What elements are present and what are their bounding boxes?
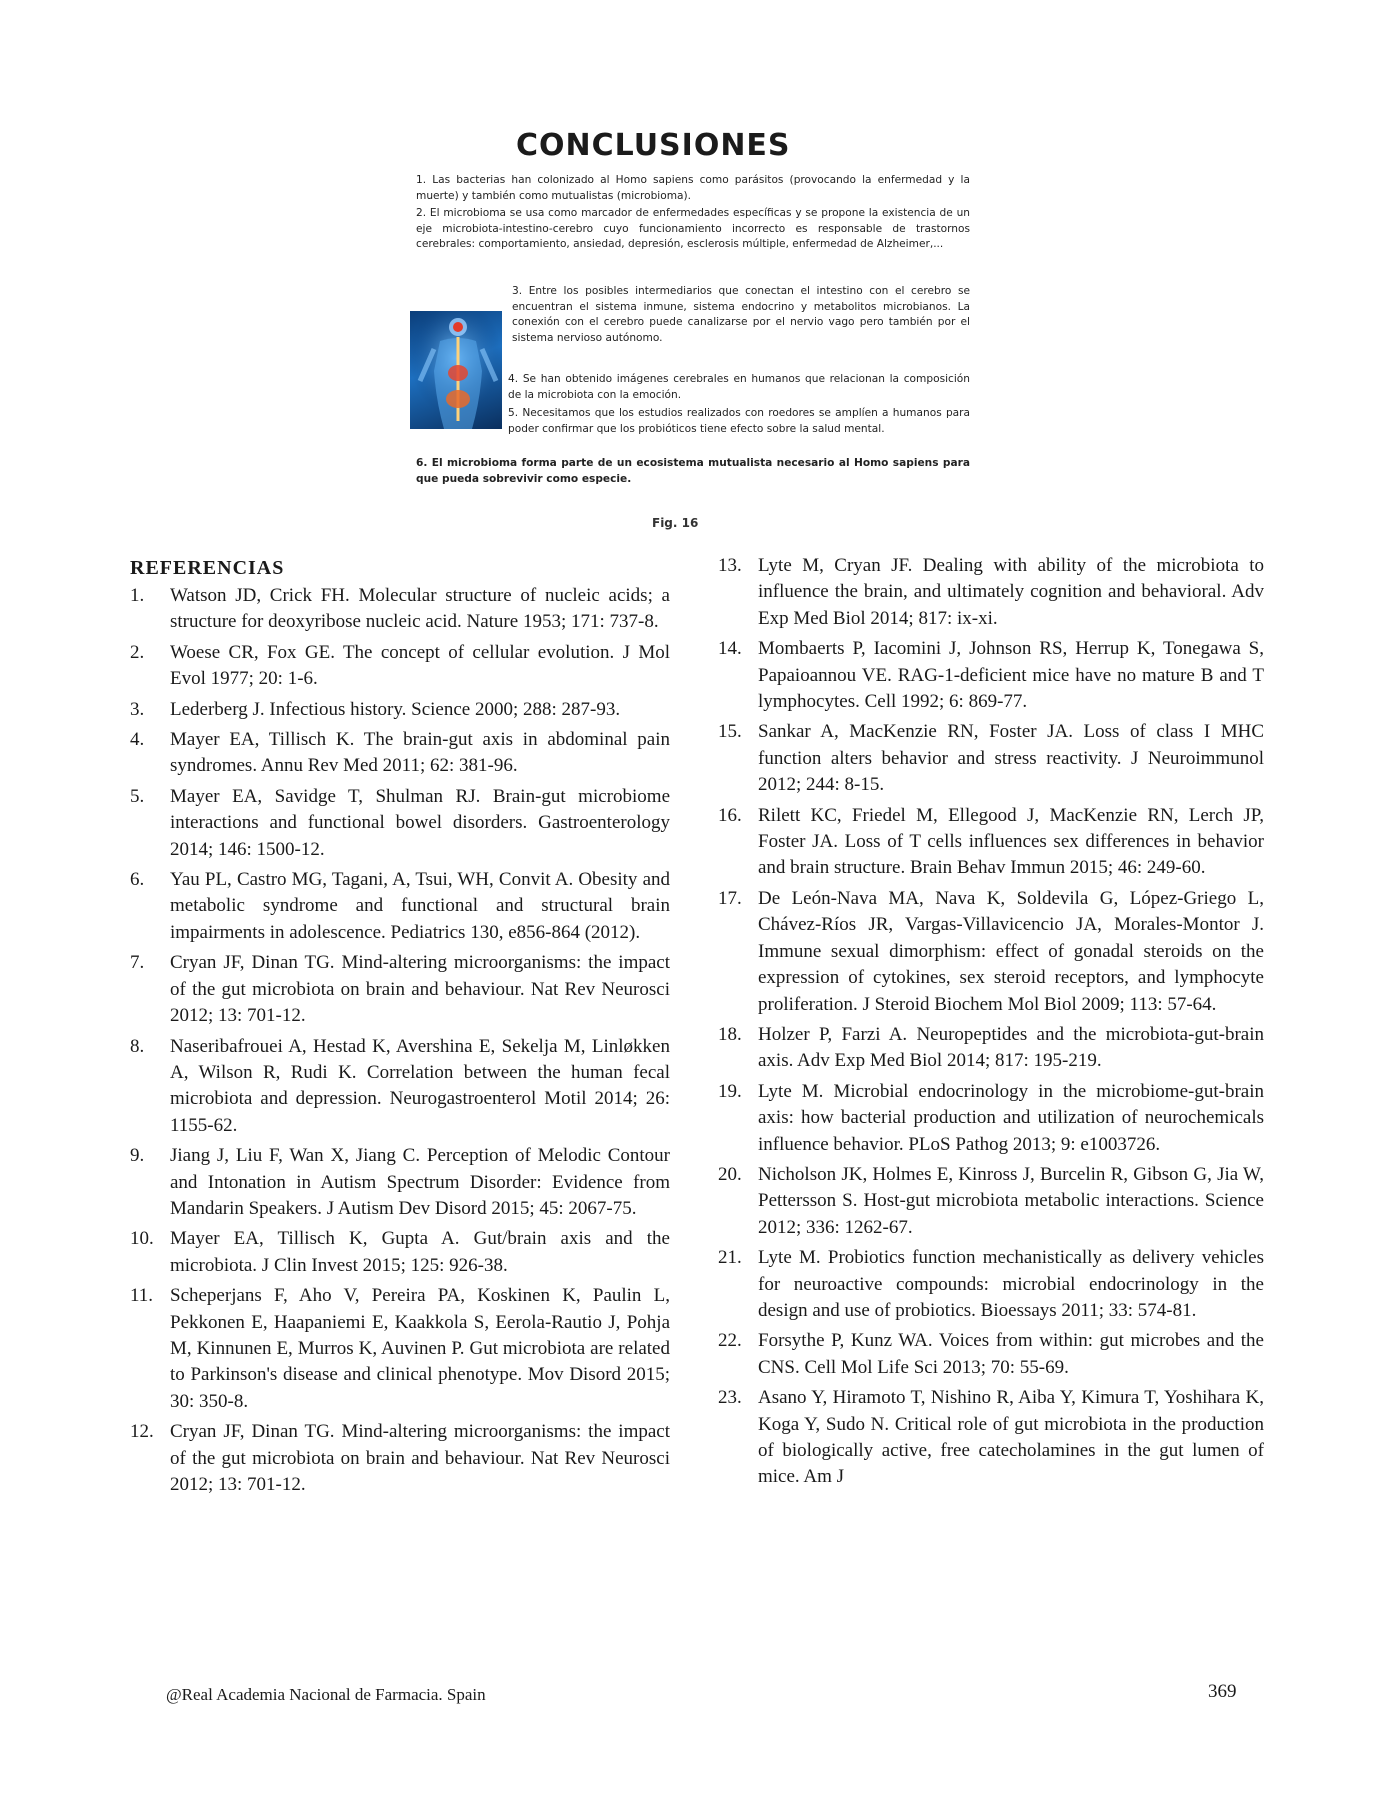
reference-item: 11. Scheperjans F, Aho V, Pereira PA, Koskinen K, Paulin L, Pekkonen E, Haapaniemi E, Kaakkola S, Eerola-Rautio J, Pohja M, Kinnunen E, Murros K, Auvinen P. Gut microbiota are related to Parkinson's disease and clinical phenotype. Mov Disord 2015; 30: 350-8. [130,1285,670,1412]
conclusions-figure [410,128,970,508]
references-left-column [130,583,670,1502]
reference-item: 19. Lyte M. Microbial endocrinology in the microbiome-gut-brain axis: how bacterial production and utilization of neurochemicals influence behavior. PLoS Pathog 2013; 9: e1003726. [718,1080,1264,1155]
publisher-footer: @Real Academia Nacional de Farmacia. Spain [166,1685,486,1704]
reference-item: 6. Yau PL, Castro MG, Tagani, A, Tsui, WH, Convit A. Obesity and metabolic syndrome and functional and structural brain impairments in adolescence. Pediatrics 130, e856-864 (2012). [130,869,670,943]
conclusion-item-2: 2. El microbioma se usa como marcador de enfermedades específicas y se propone la existencia de un eje microbiota-intestino-cerebro cuyo funcionamiento incorrecto es responsable de trastornos cerebrales: comportamiento, ansiedad, depresión, esclerosis múltiple, enfermedad de Alzheimer,... [416,207,970,251]
human-gut-brain-illustration [410,311,502,429]
conclusion-item-6: 6. El microbioma forma parte de un ecosistema mutualista necesario al Homo sapiens para que pueda sobrevivir como especie. [416,457,970,485]
reference-item: 21. Lyte M. Probiotics function mechanistically as delivery vehicles for neuroactive compounds: microbial endocrinology in the design and use of probiotics. Bioessays 2011; 33: 574-81. [718,1247,1264,1321]
conclusion-item-3: 3. Entre los posibles intermediarios que conectan el intestino con el cerebro se encuentran el sistema inmune, sistema endocrino y metabolitos microbianos. La conexión con el cerebro puede canalizarse por el nervio vago pero también por el sistema nervioso autónomo. [512,285,970,345]
reference-item: 3. Lederberg J. Infectious history. Science 2000; 288: 287-93. [130,698,621,720]
figure-caption: Fig. 16 [652,516,699,530]
reference-item: 13. Lyte M, Cryan JF. Dealing with ability of the microbiota to influence the brain, and ultimately cognition and behavioral. Adv Exp Med Biol 2014; 817: ix-xi. [718,555,1264,629]
conclusion-item-5: 5. Necesitamos que los estudios realizados con roedores se amplíen a humanos para poder confirmar que los probióticos tiene efecto sobre la salud mental. [508,407,971,435]
reference-item: 23. Asano Y, Hiramoto T, Nishino R, Aiba Y, Kimura T, Yoshihara K, Koga Y, Sudo N. Critical role of gut microbiota in the production of biologically active, free catecholamines in the gut lumen of mice. Am J [718,1387,1264,1488]
reference-item: 5. Mayer EA, Savidge T, Shulman RJ. Brain-gut microbiome interactions and functional bowel disorders. Gastroenterology 2014; 146: 1500-12. [130,785,670,860]
reference-item: 9. Jiang J, Liu F, Wan X, Jiang C. Perception of Melodic Contour and Intonation in Autism Spectrum Disorder: Evidence from Mandarin Speakers. J Autism Dev Disord 2015; 45: 2067-75. [130,1145,670,1219]
reference-item: 14. Mombaerts P, Iacomini J, Johnson RS, Herrup K, Tonegawa S, Papaioannou VE. RAG-1-deficient mice have no mature B and T lymphocytes. Cell 1992; 6: 869-77. [718,638,1264,713]
reference-item: 18. Holzer P, Farzi A. Neuropeptides and the microbiota-gut-brain axis. Adv Exp Med Biol 2014; 817: 195-219. [718,1023,1264,1072]
reference-item: 22. Forsythe P, Kunz WA. Voices from within: gut microbes and the CNS. Cell Mol Life Sci 2013; 70: 55-69. [718,1330,1264,1378]
page-number: 369 [1208,1681,1237,1702]
reference-item: 15. Sankar A, MacKenzie RN, Foster JA. Loss of class I MHC function alters behavior and stress reactivity. J Neuroimmunol 2012; 244: 8-15. [718,721,1264,796]
conclusion-item-1: 1. Las bacterias han colonizado al Homo sapiens como parásitos (provocando la enfermedad y la muerte) y también como mutualistas (microbioma). [416,174,970,202]
reference-item: 17. De León-Nava MA, Nava K, Soldevila G, López-Griego L, Chávez-Ríos JR, Vargas-Villavicencio JA, Morales-Montor J. Immune sexual dimorphism: effect of gonadal steroids on the expression of cytokines, sex steroid receptors, and lymphocyte proliferation. J Steroid Biochem Mol Biol 2009; 113: 57-64. [718,887,1264,1015]
reference-item: 10. Mayer EA, Tillisch K, Gupta A. Gut/brain axis and the microbiota. J Clin Invest 2015; 125: 926-38. [130,1228,670,1276]
reference-item: 2. Woese CR, Fox GE. The concept of cellular evolution. J Mol Evol 1977; 20: 1-6. [130,641,670,690]
reference-item: 20. Nicholson JK, Holmes E, Kinross J, Burcelin R, Gibson G, Jia W, Pettersson S. Host-gut microbiota metabolic interactions. Science 2012; 336: 1262-67. [718,1163,1264,1238]
reference-item: 4. Mayer EA, Tillisch K. The brain-gut axis in abdominal pain syndromes. Annu Rev Med 2011; 62: 381-96. [130,729,670,777]
reference-item: 1. Watson JD, Crick FH. Molecular structure of nucleic acids; a structure for deoxyribose nucleic acid. Nature 1953; 171: 737-8. [130,585,670,633]
reference-item: 12. Cryan JF, Dinan TG. Mind-altering microorganisms: the impact of the gut microbiota on brain and behaviour. Nat Rev Neurosci 2012; 13: 701-12. [130,1421,670,1495]
reference-item: 7. Cryan JF, Dinan TG. Mind-altering microorganisms: the impact of the gut microbiota on brain and behaviour. Nat Rev Neurosci 2012; 13: 701-12. [130,952,670,1027]
reference-item: 16. Rilett KC, Friedel M, Ellegood J, MacKenzie RN, Lerch JP, Foster JA. Loss of T cells influences sex differences in behavior and brain structure. Brain Behav Immun 2015; 46: 249-60. [718,804,1264,879]
figure-title: CONCLUSIONES [516,128,791,163]
references-heading: REFERENCIAS [130,557,285,579]
references-right-column [718,553,1264,1495]
reference-item: 8. Naseribafrouei A, Hestad K, Avershina E, Sekelja M, Linløkken A, Wilson R, Rudi K. Correlation between the human fecal microbiota and depression. Neurogastroenterol Motil 2014; 26: 1155-62. [130,1035,670,1136]
conclusion-item-4: 4. Se han obtenido imágenes cerebrales en humanos que relacionan la composición de la microbiota con la emoción. [508,373,970,401]
